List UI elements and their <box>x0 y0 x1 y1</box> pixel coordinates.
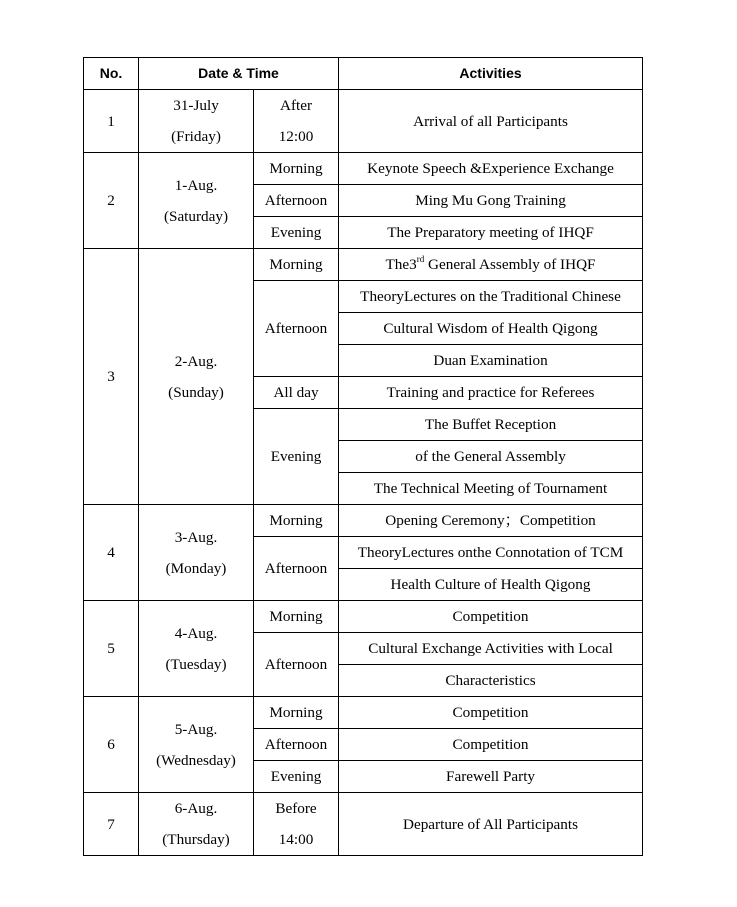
activity-cell: Training and practice for Referees <box>339 377 643 409</box>
date-cell <box>139 697 254 793</box>
table-row <box>84 793 643 856</box>
date-label: 31-July <box>173 97 219 114</box>
activity-cell-continued: Health Culture of Health Qigong <box>339 569 643 601</box>
activity-cell: Competition <box>339 729 643 761</box>
activity-cell: Arrival of all Participants <box>339 90 643 153</box>
time-cell: Evening <box>254 409 339 505</box>
activity-cell: TheoryLectures onthe Connotation of TCM <box>339 537 643 569</box>
time-cell: Morning <box>254 601 339 633</box>
activity-cell: Competition <box>339 697 643 729</box>
date-cell <box>139 249 254 505</box>
time-cell <box>254 793 339 856</box>
activity-cell: The Buffet Reception <box>339 409 643 441</box>
date-label: 1-Aug. <box>174 176 218 194</box>
time-label: 14:00 <box>278 831 314 848</box>
table-row <box>84 505 643 537</box>
row-number: 1 <box>84 90 139 153</box>
day-label: (Friday) <box>171 128 221 145</box>
row-number: 7 <box>84 793 139 856</box>
activity-text: The3 <box>385 256 417 273</box>
activity-cell: Duan Examination <box>339 345 643 377</box>
row-number: 3 <box>84 249 139 505</box>
activity-text: General Assembly of IHQF <box>424 256 596 273</box>
day-label: (Wednesday) <box>156 751 236 769</box>
date-label: 3-Aug. <box>174 528 218 546</box>
activity-cell: The Preparatory meeting of IHQF <box>339 217 643 249</box>
time-cell: Morning <box>254 153 339 185</box>
time-cell <box>254 90 339 153</box>
time-cell: Afternoon <box>254 281 339 377</box>
schedule-table <box>83 57 643 856</box>
time-cell: Morning <box>254 249 339 281</box>
time-cell: Afternoon <box>254 537 339 601</box>
header-row <box>84 58 643 90</box>
date-cell <box>139 601 254 697</box>
table-row <box>84 249 643 281</box>
time-cell: All day <box>254 377 339 409</box>
activity-cell-continued: of the General Assembly <box>339 441 643 473</box>
date-cell <box>139 90 254 153</box>
header-activities: Activities <box>339 58 643 90</box>
time-cell: Morning <box>254 697 339 729</box>
time-cell: Morning <box>254 505 339 537</box>
activity-cell: Cultural Exchange Activities with Local <box>339 633 643 665</box>
activity-cell: Opening Ceremony；Competition <box>339 505 643 537</box>
row-number: 4 <box>84 505 139 601</box>
date-cell <box>139 505 254 601</box>
header-no: No. <box>84 58 139 90</box>
activity-cell-continued: Characteristics <box>339 665 643 697</box>
day-label: (Sunday) <box>168 383 224 401</box>
activity-cell: Ming Mu Gong Training <box>339 185 643 217</box>
row-number: 2 <box>84 153 139 249</box>
day-label: (Monday) <box>165 559 227 577</box>
date-label: 2-Aug. <box>174 352 218 370</box>
activity-cell: Departure of All Participants <box>339 793 643 856</box>
time-cell: Afternoon <box>254 729 339 761</box>
time-label: After <box>279 97 313 114</box>
activity-cell: Farewell Party <box>339 761 643 793</box>
row-number: 5 <box>84 601 139 697</box>
date-cell <box>139 793 254 856</box>
day-label: (Thursday) <box>162 831 230 848</box>
time-cell: Evening <box>254 217 339 249</box>
date-label: 5-Aug. <box>174 720 218 738</box>
activity-cell: The Technical Meeting of Tournament <box>339 473 643 505</box>
date-cell <box>139 153 254 249</box>
date-label: 4-Aug. <box>174 624 218 642</box>
table-row <box>84 153 643 185</box>
date-label: 6-Aug. <box>174 800 218 817</box>
ordinal-suffix: rd <box>416 254 425 264</box>
activity-cell-continued: Cultural Wisdom of Health Qigong <box>339 313 643 345</box>
row-number: 6 <box>84 697 139 793</box>
time-cell: Evening <box>254 761 339 793</box>
time-cell: Afternoon <box>254 185 339 217</box>
table-row <box>84 601 643 633</box>
time-label: 12:00 <box>278 128 314 145</box>
activity-cell <box>339 249 643 281</box>
activity-cell: Keynote Speech &Experience Exchange <box>339 153 643 185</box>
day-label: (Tuesday) <box>165 655 227 673</box>
activity-cell: Competition <box>339 601 643 633</box>
header-date-time: Date & Time <box>139 58 339 90</box>
time-cell: Afternoon <box>254 633 339 697</box>
table-row <box>84 697 643 729</box>
day-label: (Saturday) <box>163 207 229 225</box>
time-label: Before <box>275 800 317 817</box>
table-row <box>84 90 643 153</box>
activity-cell: TheoryLectures on the Traditional Chinese <box>339 281 643 313</box>
